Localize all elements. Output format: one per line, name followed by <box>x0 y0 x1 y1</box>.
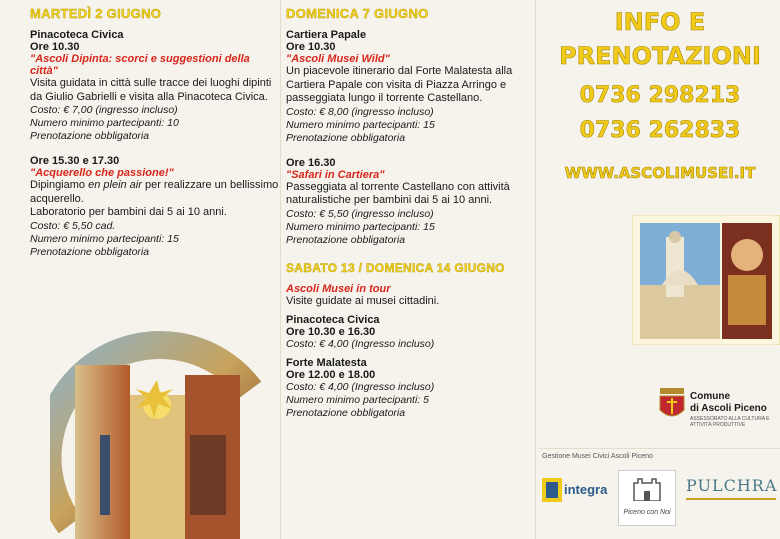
integra-mark-icon <box>542 478 562 502</box>
event-title: Ascoli Musei in tour <box>286 282 391 295</box>
event-place: Pinacoteca Civica <box>286 314 380 326</box>
day-heading: SABATO 13 / DOMENICA 14 GIUGNO <box>286 260 505 275</box>
event-title: "Ascoli Dipinta: scorci e suggestioni della città" <box>30 53 250 77</box>
event-min-participants: Numero minimo partecipanti: 10 <box>30 117 179 129</box>
event-description: Passeggiata al torrente Castellano con attività naturalistiche per bambini dai 5 ai 10 anni. <box>286 180 510 206</box>
comune-crest-icon <box>658 388 686 422</box>
comune-city: di Ascoli Piceno <box>690 403 767 414</box>
piceno-logo <box>618 470 676 526</box>
pulchra-label: PULCHRA <box>686 476 778 495</box>
integra-label: integra <box>564 482 608 497</box>
event-cost: Costo: € 4,00 (Ingresso incluso) <box>286 338 435 350</box>
desc-emphasis: en plein air <box>88 179 142 191</box>
event-cost: Costo: € 7,00 (ingresso incluso) <box>30 104 178 116</box>
pulchra-logo <box>686 476 780 516</box>
event-cost: Costo: € 4,00 (Ingresso incluso) <box>286 381 435 393</box>
phone-number[interactable]: 0736 298213 <box>579 83 741 108</box>
comune-name: Comune <box>690 391 730 402</box>
event-min-participants: Numero minimo partecipanti: 15 <box>286 220 435 233</box>
column-sunday <box>286 0 531 420</box>
event-cost: Costo: € 5,50 (ingresso incluso) <box>286 207 434 220</box>
column-tuesday <box>30 0 280 259</box>
event-description: Visita guidata in città sulle tracce dei luoghi dipinti da Giulio Gabrielli e visita alla Pinacoteca Civica. <box>30 77 272 103</box>
gestione-text: Gestione Musei Civici Ascoli Piceno <box>542 453 653 460</box>
event-time: Ore 10.30 <box>286 41 336 53</box>
event-description <box>30 179 280 206</box>
event-booking: Prenotazione obbligatoria <box>286 407 406 419</box>
castle-icon <box>632 477 662 501</box>
event-booking: Prenotazione obbligatoria <box>286 131 406 144</box>
event-place: Cartiera Papale <box>286 29 367 41</box>
event-time: Ore 12.00 e 18.00 <box>286 369 376 381</box>
event-booking: Prenotazione obbligatoria <box>286 233 406 246</box>
event-booking: Prenotazione obbligatoria <box>30 245 150 258</box>
desc-part: per realizzare un bellissimo acquerello. <box>30 179 279 205</box>
event-time: Ore 10.30 e 16.30 <box>286 326 376 338</box>
integra-logo <box>542 472 608 522</box>
ascoli-photo-collage <box>632 215 780 345</box>
event-cost: Costo: € 8,00 (ingresso incluso) <box>286 105 434 118</box>
event-description: Un piacevole itinerario dal Forte Malatesta alla Cartiera Papale con visita di Piazza Arringo e passeggiata lungo il torrente Castellano. <box>286 65 513 104</box>
desc-part: Dipingiamo <box>30 179 89 191</box>
day-heading: DOMENICA 7 GIUGNO <box>286 6 429 21</box>
comune-subtitle: ASSESSORATO ALLA CULTURA E ATTIVITÀ PRODUTTIVE <box>690 416 770 428</box>
event-title: "Ascoli Musei Wild" <box>286 53 390 65</box>
column-divider <box>535 0 536 539</box>
day-heading: MARTEDÌ 2 GIUGNO <box>30 6 162 21</box>
event-description: Visite guidate ai musei cittadini. <box>286 294 440 307</box>
event-description: Laboratorio per bambini dai 5 ai 10 anni. <box>30 206 227 218</box>
event-min-participants: Numero minimo partecipanti: 15 <box>30 232 179 245</box>
website-link[interactable]: WWW.ASCOLIMUSEI.IT <box>564 164 756 182</box>
event-time: Ore 10.30 <box>30 41 80 53</box>
separator <box>540 448 780 449</box>
event-place: Pinacoteca Civica <box>30 29 124 41</box>
museum-logo-artwork <box>50 285 265 539</box>
event-booking: Prenotazione obbligatoria <box>30 130 150 142</box>
event-min-participants: Numero minimo partecipanti: 15 <box>286 118 435 131</box>
info-heading: INFO E <box>614 8 706 36</box>
pulchra-underline <box>686 498 776 500</box>
event-place: Forte Malatesta <box>286 357 367 369</box>
info-subheading: PRENOTAZIONI <box>559 42 761 70</box>
event-title: "Safari in Cartiera" <box>286 168 385 181</box>
column-divider <box>280 0 281 539</box>
event-time: Ore 16.30 <box>286 156 336 169</box>
event-title: "Acquerello che passione!" <box>30 167 174 179</box>
event-cost: Costo: € 5,50 cad. <box>30 219 116 232</box>
phone-number[interactable]: 0736 262833 <box>579 118 741 143</box>
piceno-label: Piceno con Noi <box>623 509 671 516</box>
event-time: Ore 15.30 e 17.30 <box>30 155 120 167</box>
event-min-participants: Numero minimo partecipanti: 5 <box>286 394 429 406</box>
